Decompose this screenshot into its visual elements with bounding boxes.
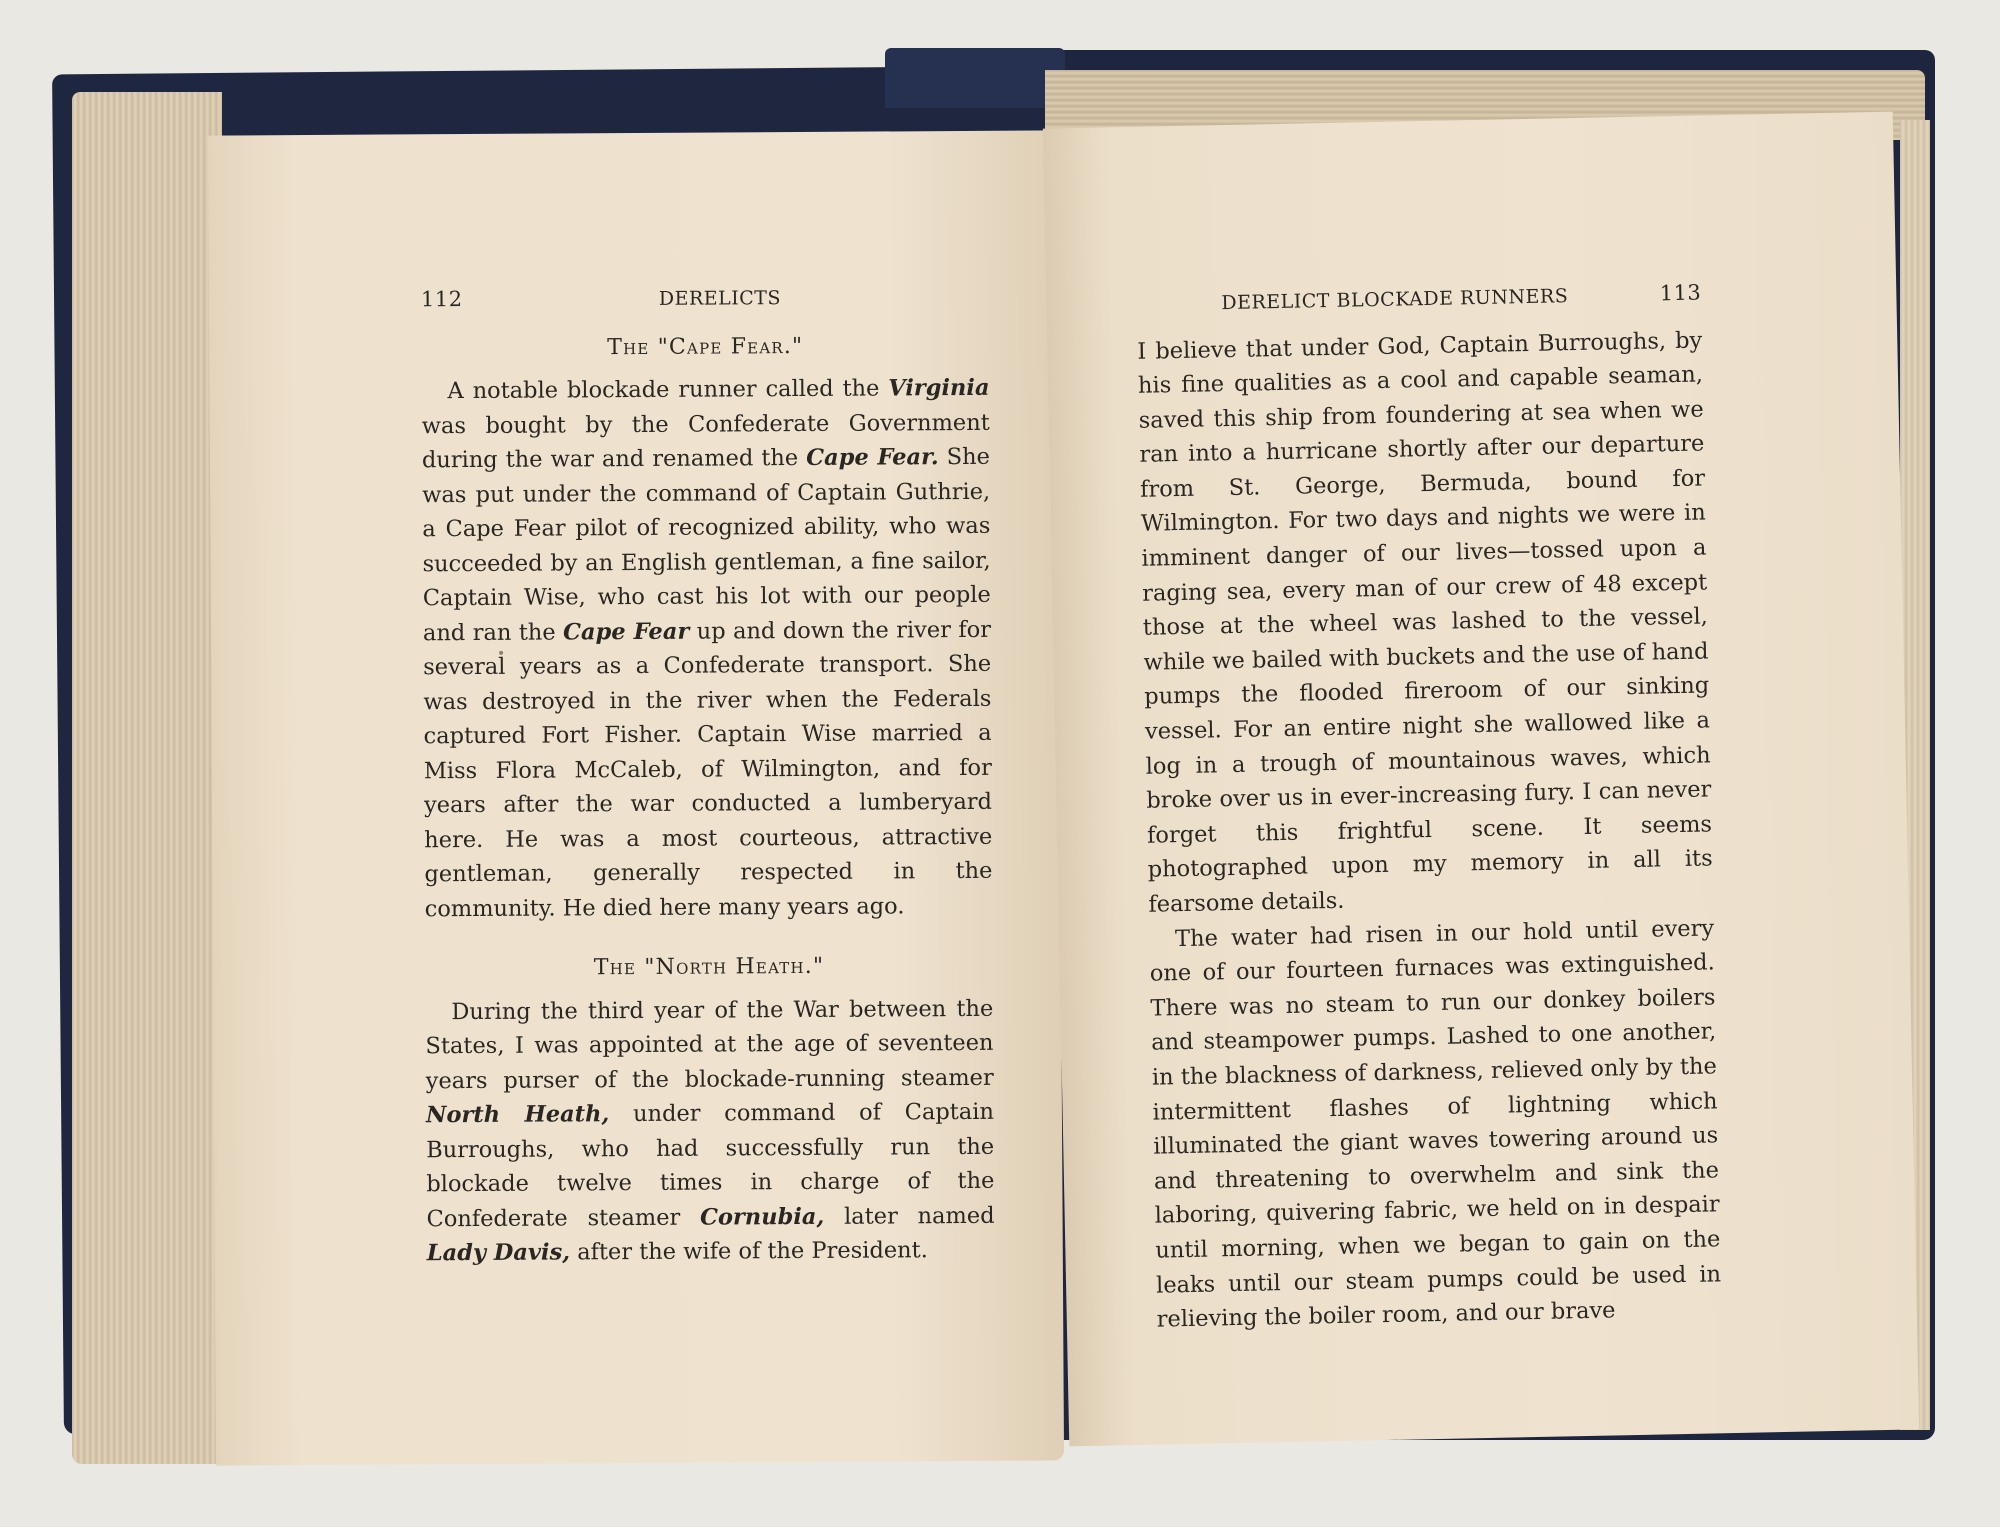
page-edges-left [72, 92, 222, 1464]
right-page [1043, 112, 1919, 1447]
right-running-head [1136, 275, 1702, 322]
left-running-head [421, 279, 989, 318]
page-number-right: 113 [1659, 280, 1702, 306]
spine-tab [885, 48, 1065, 108]
ship-name: Cape Fear. [806, 444, 939, 471]
text-run: later named [824, 1202, 995, 1230]
paragraph-hurricane: I believe that under God, Captain Burroughs, by his fine qualities as a cool and capable seaman, saved this ship from foundering at sea when we ran into a hurricane shortly after our departure from St. George, Bermuda, bound for Wilmington. For two days and nights we were in imminent danger of our lives—tossed upon a raging sea, every man of our crew of 48 except those at the wheel was lashed to the vessel, while we bailed with buckets and the use of hand pumps the flooded fireroom of our sinking vessel. For an entire night she wallowed like a log in a trough of mountainous waves, which broke over us in ever-increasing fury. I can never forget this frightful scene. It seems photographed upon my memory in all its fearsome details. [1137, 326, 1713, 918]
text-run: She was put under the command of Captain Guthrie, a Cape Fear pilot of recognized ability, who was succeeded by an English gentleman, a fine sailor, Captain Wise, who cast his lot with our people and ran the [422, 443, 991, 646]
text-run: under command of Captain Burroughs, who had successfully run the blockade twelve times in charge of the Confederate steamer [426, 1098, 995, 1232]
text-run: was bought by the Confederate Government during the war and renamed the [421, 409, 990, 474]
ship-name: Cornubia, [699, 1203, 825, 1231]
section-title-north-heath: The "North Heath." [593, 953, 825, 981]
right-page-text [1136, 275, 1722, 1337]
section-title-cape-fear: The "Cape Fear." [607, 333, 804, 360]
page-number-left: 112 [420, 287, 463, 312]
paragraph-north-heath [425, 991, 995, 1270]
text-run: A notable blockade runner called the [447, 375, 889, 405]
paragraph-cape-fear [421, 371, 992, 926]
text-run: up and down the river for several years as a Confederate transport. She was destroyed in the river when the Federals captured Fort Fisher. Captain Wise married a Miss Flora McCaleb, of Wilmington, and for years after the war conducted a lumberyard here. He was a most courteous, attractive gentleman, generally respected in the community. He died here many years ago. [423, 616, 993, 922]
ship-name: Cape Fear [563, 618, 690, 645]
ship-name: North Heath, [425, 1101, 610, 1129]
left-page-text [421, 279, 995, 1271]
running-head-title-left: DERELICTS [658, 287, 782, 310]
ship-name: Virginia [888, 374, 990, 402]
running-head-title-right: DERELICT BLOCKADE RUNNERS [1221, 285, 1569, 315]
text-run: During the third year of the War between the States, I was appointed at the age of seventeen years purser of the blockade-running steamer [425, 995, 994, 1094]
ship-name: Lady Davis, [426, 1239, 571, 1267]
left-page [208, 130, 1064, 1465]
text-run: after the wife of the President. [569, 1237, 928, 1266]
paragraph-furnaces: The water had risen in our hold until every one of our fourteen furnaces was extinguished. There was no steam to run our donkey boilers and steampower pumps. Lashed to one another, in the blackness of darkness, relieved only by the intermittent flashes of lightning which illuminated the giant waves towering around us and threatening to overwhelm and sink the laboring, quivering fabric, we held on in despair until morning, when we began to gain on the leaks until our steam pumps could be used in relieving the boiler room, and our brave [1149, 914, 1722, 1333]
